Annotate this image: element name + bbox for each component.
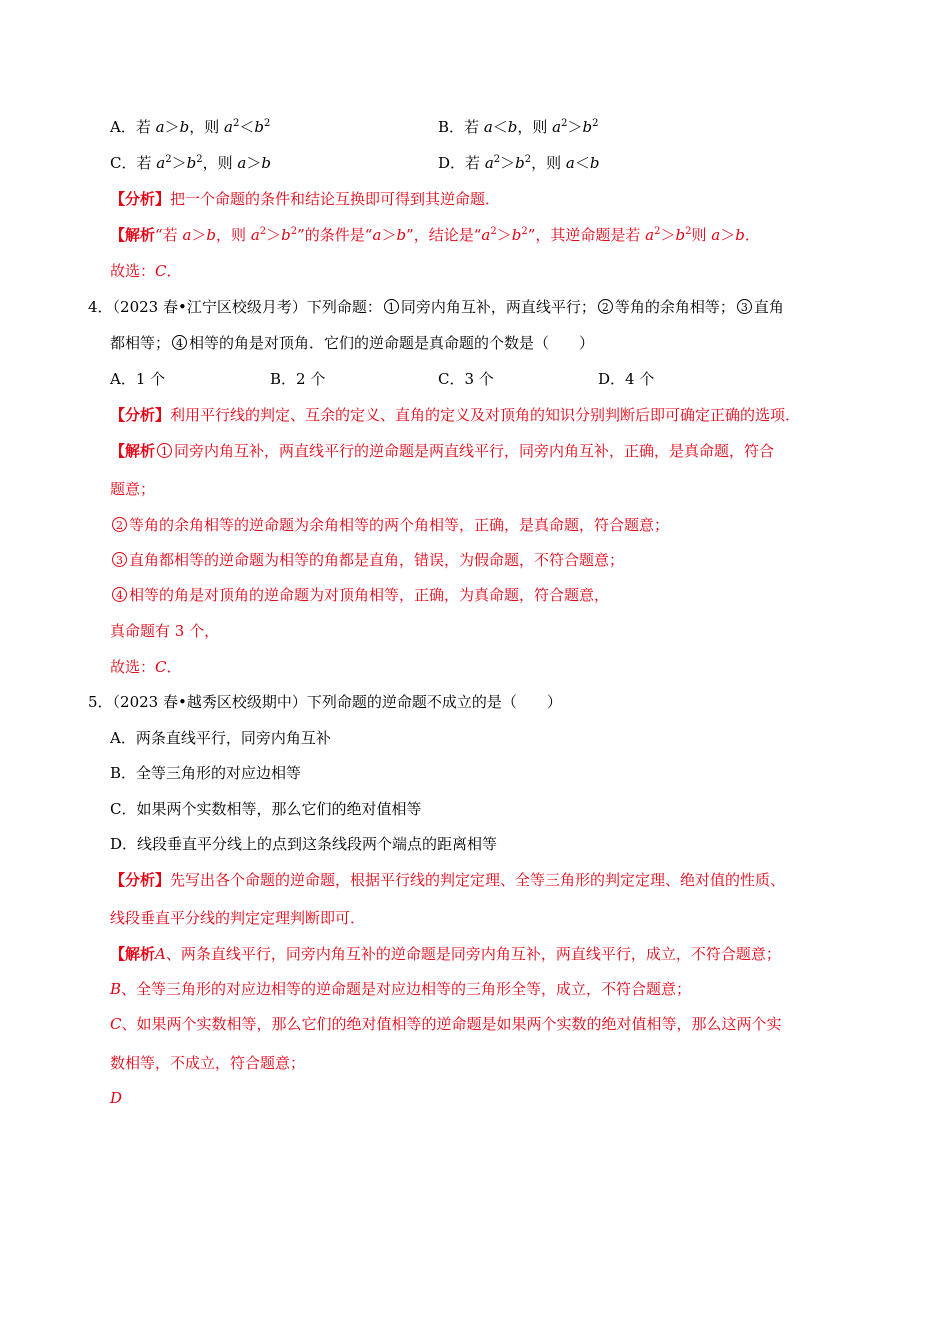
- q5-option-c: C．如果两个实数相等，那么它们的绝对值相等: [110, 800, 422, 818]
- q4-choice: 故选：C．: [110, 658, 182, 676]
- q3-analysis: 【分析】把一个命题的条件和结论互换即可得到其逆命题．: [110, 190, 501, 208]
- circled-number-1: 1: [384, 299, 399, 314]
- circled-number-3: 3: [737, 299, 752, 314]
- q5-analysis-line2: 线段垂直平分线的判定定理判断即可．: [110, 909, 366, 927]
- q4-analysis: 【分析】利用平行线的判定、互余的定义、直角的定义及对顶角的知识分别判断后即可确定正确的选项．: [110, 406, 801, 424]
- q3-solution: 【解析“若 a＞b，则 $a^2>b^2$”的条件是“a＞b”，结论是“$a^2>b^2$”，其逆命题是若 $a^2>b^2$则 a＞b．: [110, 226, 760, 244]
- circled-number-4: 4: [172, 335, 187, 350]
- q5-solution-c-line2: 数相等，不成立，符合题意；: [110, 1054, 306, 1072]
- q5-solution-b: B、全等三角形的对应边相等的逆命题是对应边相等的三角形全等，成立，不符合题意；: [110, 980, 692, 998]
- circled-number-4: 4: [112, 587, 127, 602]
- q5-solution-a: 【解析A、两条直线平行，同旁内角互补的逆命题是同旁内角互补，两直线平行，成立，不符合题意；: [110, 945, 781, 963]
- q4-solution-line2: 题意；: [110, 480, 156, 498]
- q3-option-c: C．若 $a^2>b^2$，则 a＞b: [110, 154, 271, 172]
- q4-stem-line2: 都相等； 4 相等的角是对顶角．它们的逆命题是真命题的个数是（ ）: [110, 334, 595, 352]
- q3-choice: 故选：C．: [110, 262, 182, 280]
- q4-count: 真命题有 3 个，: [110, 622, 220, 640]
- q3-option-a: A．若 a＞b，则 $a^2<b^2$: [110, 118, 271, 136]
- circled-number-1: 1: [157, 443, 172, 458]
- q4-solution-2: 2 等角的余角相等的逆命题为余角相等的两个角相等，正确，是真命题，符合题意；: [110, 514, 669, 536]
- q5-solution-d: D: [110, 1089, 123, 1107]
- q5-option-d: D．线段垂直平分线上的点到这条线段两个端点的距离相等: [110, 835, 498, 853]
- q5-stem: 5．（2023 春•越秀区校级期中）下列命题的逆命题不成立的是（ ）: [88, 693, 562, 711]
- q4-option-d: D．4 个: [598, 370, 655, 388]
- q4-solution-line1: 【解析 1 同旁内角互补，两直线平行的逆命题是两直线平行，同旁内角互补，正确，是真命题，符合: [110, 442, 775, 460]
- q4-option-b: B．2 个: [270, 370, 326, 388]
- q4-option-c: C．3 个: [438, 370, 494, 388]
- circled-number-2: 2: [112, 517, 127, 532]
- q5-analysis-line1: 【分析】先写出各个命题的逆命题，根据平行线的判定定理、全等三角形的判定定理、绝对值的性质、: [110, 871, 786, 889]
- q4-solution-3: 3 直角都相等的逆命题为相等的角都是直角，错误，为假命题，不符合题意；: [110, 549, 624, 571]
- q4-solution-4: 4 相等的角是对顶角的逆命题为对顶角相等，正确，为真命题，符合题意，: [110, 584, 609, 606]
- q5-option-b: B．全等三角形的对应边相等: [110, 764, 302, 782]
- q3-option-b: B．若 a＜b，则 $a^2>b^2$: [438, 118, 599, 136]
- q4-stem-line1: 4．（2023 春•江宁区校级月考）下列命题： 1 同旁内角互补，两直线平行； 2 等角的余角相等； 3 直角: [88, 298, 784, 316]
- q3-option-d: D．若 $a^2>b^2$，则 a＜b: [438, 154, 600, 172]
- circled-number-2: 2: [598, 299, 613, 314]
- circled-number-3: 3: [112, 552, 127, 567]
- q4-option-a: A．1 个: [110, 370, 166, 388]
- q5-option-a: A．两条直线平行，同旁内角互补: [110, 729, 331, 747]
- q5-solution-c-line1: C、如果两个实数相等，那么它们的绝对值相等的逆命题是如果两个实数的绝对值相等，那么这两个实: [110, 1015, 782, 1033]
